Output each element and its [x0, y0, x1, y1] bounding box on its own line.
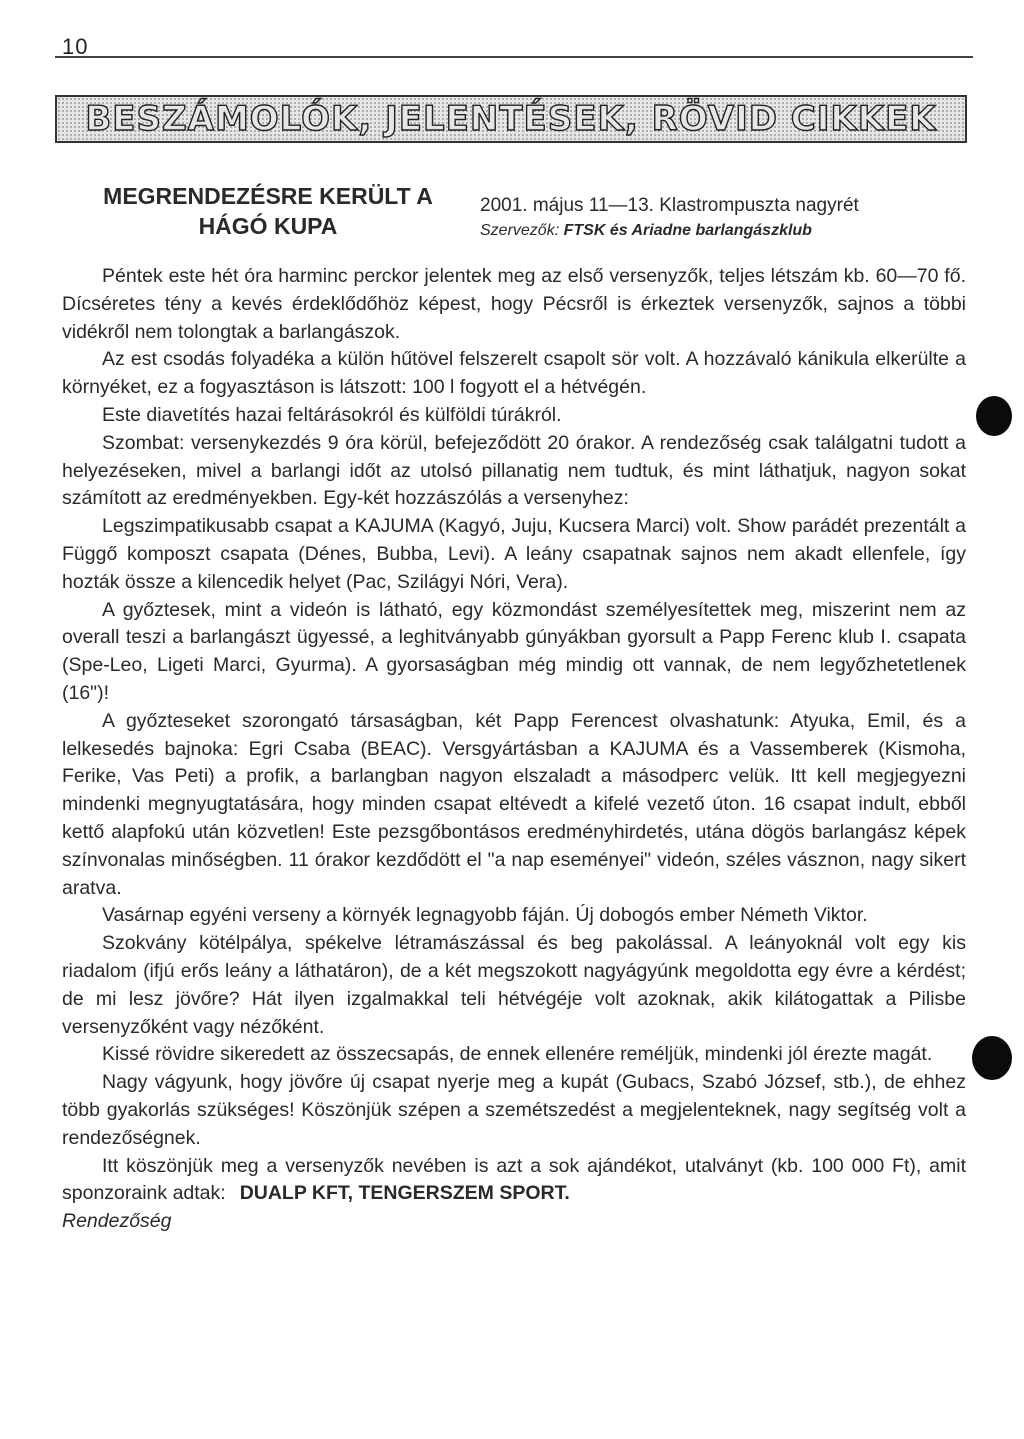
paragraph: Este diavetítés hazai feltárásokról és külföldi túrákról. — [102, 403, 562, 426]
article-title-line-1: MEGRENDEZÉSRE KERÜLT A — [103, 183, 433, 209]
organizer-line — [480, 222, 812, 240]
paragraph: Szokvány kötélpálya, spékelve létramászással és beg pakolással. A leányoknál volt egy kis riadalom (ifjú erős leány a láthatáron), de a két megszokott nagyágyúnk megoldotta egy évre a kérdést; de mi lesz jövőre? Hát ilyen izgalmakkal teli hétvégéje volt azoknak, akik kilátogattak a Pilisbe versenyzőként vagy nézőként. — [62, 932, 966, 1038]
paragraph: Péntek este hét óra harminc perckor jelentek meg az első versenyzők, teljes létszám kb. 60—70 fő. Dícséretes tény a kevés érdeklődőhöz képest, hogy Pécsről is érkeztek versenyzők, sajnos a többi vidékről nem tolongtak a barlangászok. — [62, 265, 966, 343]
paragraph: Az est csodás folyadéka a külön hűtövel felszerelt csapolt sör volt. A hozzávaló kánikula elkerülte a környéket, ez a fogyasztáson is látszott: 100 l fogyott el a hétvégén. — [62, 348, 966, 399]
paragraph: A győztesek, mint a videón is látható, egy közmondást személyesítettek meg, miszerint nem az overall teszi a barlangászt ügyessé, a leghitványabb gúnyákban gyorsult a Papp Ferenc klub I. csapata (Spe-Leo, Ligeti Marci, Gyurma). A gyorsaságban még mindig ott vannak, de nem legyőzhetetlenek (16")! — [62, 598, 966, 704]
section-banner — [55, 95, 967, 143]
event-date-location: 2001. május 11—13. Klastrompuszta nagyrét — [480, 195, 859, 216]
sponsor-names: DUALP KFT, TENGERSZEM SPORT. — [239, 1182, 570, 1205]
article-body — [62, 263, 966, 1236]
paragraph: Kissé rövidre sikeredett az összecsapás, de ennek ellenére reméljük, mindenki jól érezte magát. — [102, 1043, 933, 1066]
organizer-label: Szervezők: — [480, 222, 560, 239]
article-title — [62, 181, 474, 241]
sponsor-thanks-text: Itt köszönjük meg a versenyzők nevében is azt a sok ajándékot, utalványt (kb. 100 000 Ft), amit sponzoraink adtak: — [62, 1154, 966, 1205]
section-banner-text: BESZÁMOLÓK, JELENTÉSEK, RÖVID CIKKEK — [85, 99, 937, 139]
page-number: 10 — [62, 34, 89, 59]
organizer-names: FTSK és Ariadne barlangászklub — [563, 222, 812, 239]
paragraph-sponsors — [62, 1153, 966, 1209]
paragraph: Szombat: versenykezdés 9 óra körül, befejeződött 20 órakor. A rendezőség csak találgatni tudott a helyezéseken, mivel a barlangi időt az utolsó pillanatig nem tudtuk, és mint láthatjuk, nagyon sokat számított az eredményekben. Egy-két hozzászólás a versenyhez: — [62, 431, 966, 510]
signature: Rendezőség — [62, 1210, 172, 1233]
punch-hole-mark — [976, 396, 1012, 436]
paragraph: A győzteseket szorongató társaságban, két Papp Ferencest olvashatunk: Atyuka, Emil, és a lelkesedés bajnoka: Egri Csaba (BEAC). Versgyártásban a KAJUMA és a Vassemberek (Kismoha, Ferike, Vas Peti) a profik, a barlangban nagyon elszaladt a másodperc velük. Itt kell megjegyezni mindenki megnyugtatására, hogy minden csapat eltévedt a kifelé vezető úton. 16 csapat indult, ebből kettő alapfokú után közvetlen! Este pezsgőbontásos eredményhirdetés, utána dögös barlangász képek színvonalas minőségben. 11 órakor kezdődött el "a nap eseményei" videón, széles vásznon, nagy sikert aratva. — [62, 709, 966, 899]
article-title-line-2: HÁGÓ KUPA — [198, 213, 338, 239]
paragraph: Vasárnap egyéni verseny a környék legnagyobb fáján. Új dobogós ember Németh Viktor. — [102, 904, 868, 927]
paragraph: Legszimpatikusabb csapat a KAJUMA (Kagyó, Juju, Kucsera Marci) volt. Show parádét prezentált a Függő komposzt csapata (Dénes, Bubba, Levi). A leány csapatnak sajnos nem akadt ellenfele, így hozták össze a kilencedik helyet (Pac, Szilágyi Nóri, Vera). — [62, 515, 966, 593]
header-rule — [55, 56, 973, 58]
punch-hole-mark — [972, 1036, 1012, 1080]
paragraph: Nagy vágyunk, hogy jövőre új csapat nyerje meg a kupát (Gubacs, Szabó József, stb.), de ehhez több gyakorlás szükséges! Köszönjük szépen a szemétszedést a megjelenteknek, nagy segítség volt a rendezőségnek. — [62, 1071, 966, 1149]
